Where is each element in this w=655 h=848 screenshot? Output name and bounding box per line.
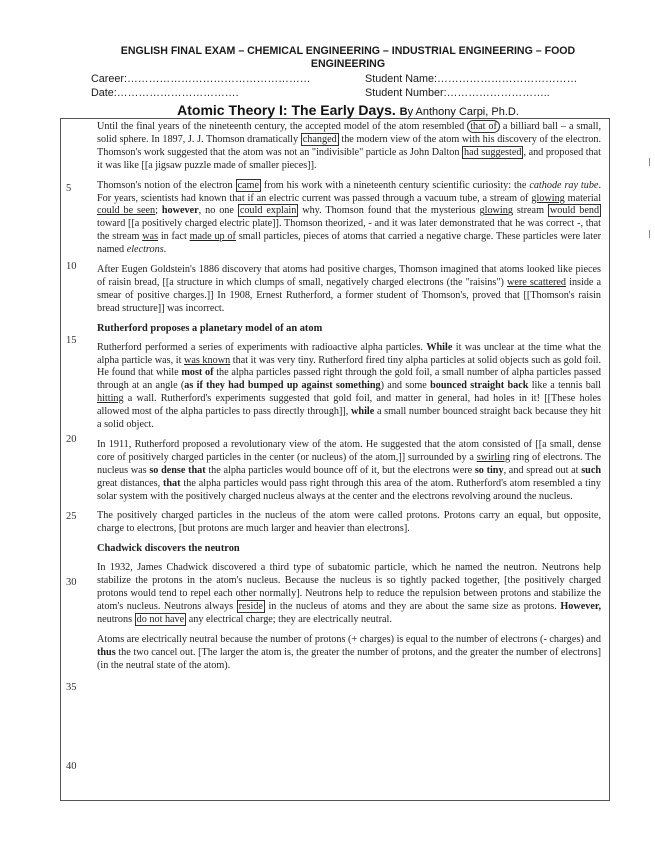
- underlined-word: were scattered: [506, 276, 567, 288]
- line-number-40: 40: [66, 761, 77, 772]
- byline-initial: B: [399, 106, 408, 118]
- underlined-word: glowing: [531, 192, 565, 204]
- exam-header: [88, 45, 608, 71]
- marked-word-box: had suggested: [464, 146, 522, 158]
- student-name-field: Student Name:…………………………………: [365, 73, 578, 85]
- line-number-15: 15: [66, 335, 77, 346]
- article-body: [97, 121, 601, 679]
- line-number-30: 30: [66, 577, 77, 588]
- marked-word-box: would bend: [549, 205, 600, 217]
- paragraph-3: After Eugen Goldstein's 1886 discovery that atoms had positive charges, Thomson imagined that atoms looked like pieces of raisin bread, [[a structure in which clumps of small, negatively charged electrons (the "raisins") were scattered inside a smear of positive charges.]] In 1908, Ernest Rutherford, a former student of Thomson's, proved that [[Thomson's raisin bread structure]] was incorrect.: [97, 264, 602, 314]
- underlined-word: was: [142, 231, 159, 243]
- marked-word-box: changed: [302, 133, 337, 145]
- paragraph-4: Rutherford performed a series of experiments with radioactive alpha particles. While it was unclear at the time what the alpha particle was, it was known that it was very tiny. Rutherford fired tiny alpha particles at solid objects such as gold foil. He found that while most of the alpha particles passed right through the gold foil, a small number of alpha particles passed through at an angle (as if they had bumped up against something) and some bounced straight back like a tennis ball hitting a wall. Rutherford's experiments suggested that gold foil, and matter in general, had holes in it! [[These holes allowed most of the alpha particles to pass directly through]], while a small number bounced straight back because they hit a solid object.: [97, 341, 602, 431]
- underlined-word: glowing: [479, 205, 513, 217]
- underlined-word: was known: [184, 354, 231, 366]
- author-byline: [400, 106, 519, 118]
- underlined-word: hitting: [97, 393, 124, 405]
- marked-word-box: came: [237, 179, 260, 191]
- exam-header-line-2: ENGINEERING: [310, 58, 386, 70]
- byline-rest: y Anthony Carpi, Ph.D.: [407, 106, 519, 118]
- marked-word-box: could explain: [239, 205, 297, 217]
- line-number-5: 5: [66, 183, 72, 194]
- marked-word-box: reside: [238, 600, 263, 612]
- underlined-word: made up of: [189, 231, 236, 243]
- section-heading-chadwick: Chadwick discovers the neutron: [97, 543, 240, 555]
- line-number-35: 35: [66, 682, 77, 693]
- paragraph-1: Until the final years of the nineteenth century, the accepted model of the atom resembled that of a billiard ball – a small, solid sphere. In 1897, J. J. Thomson dramatically changed the modern view of the atom with his discovery of the electron. Thomson's work suggested that the atom was not an "indivisible" particle as John Dalton had suggested , and proposed that it was like [[a jigsaw puzzle made of smaller pieces]].: [97, 121, 602, 171]
- title-main: Atomic Theory I: The Early Days.: [177, 102, 396, 118]
- exam-header-line-1: ENGLISH FINAL EXAM – CHEMICAL ENGINEERING – INDUSTRIAL ENGINEERING – FOOD: [120, 45, 576, 57]
- marked-word-box: do not have: [136, 613, 185, 625]
- article-title: [88, 102, 608, 118]
- paragraph-6: The positively charged particles in the nucleus of the atom were called protons. Protons carry an equal, but opposite, charge to electrons, [but protons are much larger and heavier than electrons].: [97, 510, 601, 535]
- paragraph-7: In 1932, James Chadwick discovered a third type of subatomic particle, which he named the neutron. Neutrons help stabilize the protons in the atom's nucleus. Because the nucleus is so tightly packed together, [the positively charged protons would tend to repel each other normally]. Neutrons help to reduce the repulsion between protons and stabilize the atom's nucleus. Neutrons always reside in the nucleus of atoms and they are about the same size as protons. However, neutrons do not have any electrical charge; they are electrically neutral.: [97, 562, 601, 625]
- margin-mark: [649, 230, 655, 238]
- margin-mark: [649, 158, 655, 166]
- student-number-field: Student Number:………………………..: [365, 87, 550, 99]
- section-heading-rutherford: Rutherford proposes a planetary model of an atom: [97, 322, 323, 334]
- marked-phrase-oval: that of: [467, 120, 500, 133]
- line-number-25: 25: [66, 511, 77, 522]
- line-number-20: 20: [66, 434, 77, 445]
- paragraph-8: Atoms are electrically neutral because the number of protons (+ charges) is equal to the number of electrons (- charges) and thus the two cancel out. [The larger the atom is, the greater the number of protons, and the greater the number of electrons] (in the neutral state of the atom).: [97, 633, 601, 671]
- date-field: Date:…………………………….: [91, 87, 239, 99]
- paragraph-2: Thomson's notion of the electron came from his work with a nineteenth century scientific curiosity: the cathode ray tube. For years, scientists had known that if an electric current was passed through a vacuum tube, a stream of glowing material could be seen; however, no one could explain why. Thomson found that the mysterious glowing stream would bend toward [[a positively charged electric plate]]. Thomson theorized, - and it was later demonstrated that he was correct -, that the stream was in fact made up of small particles, pieces of atoms that carried a negative charge. These particles were later named electrons.: [97, 179, 602, 256]
- underlined-word: swirling: [476, 451, 511, 463]
- career-field: Career:……………………………………………: [91, 73, 311, 85]
- paragraph-5: In 1911, Rutherford proposed a revolutionary view of the atom. He suggested that the atom consisted of [[a small, dense core of positively charged particles in the center (or nucleus) of the atom,]] surrounded by a swirling ring of electrons. The nucleus was so dense that the alpha particles would bounce off of it, but the electrons were so tiny, and spread out at such great distances, that the alpha particles would pass right through this area of the atom. Rutherford's atom resembled a tiny solar system with the positively charged nucleus always at the center and the electrons revolving around the nucleus.: [97, 438, 602, 502]
- underlined-word: could be seen: [97, 205, 156, 217]
- line-number-10: 10: [66, 261, 77, 272]
